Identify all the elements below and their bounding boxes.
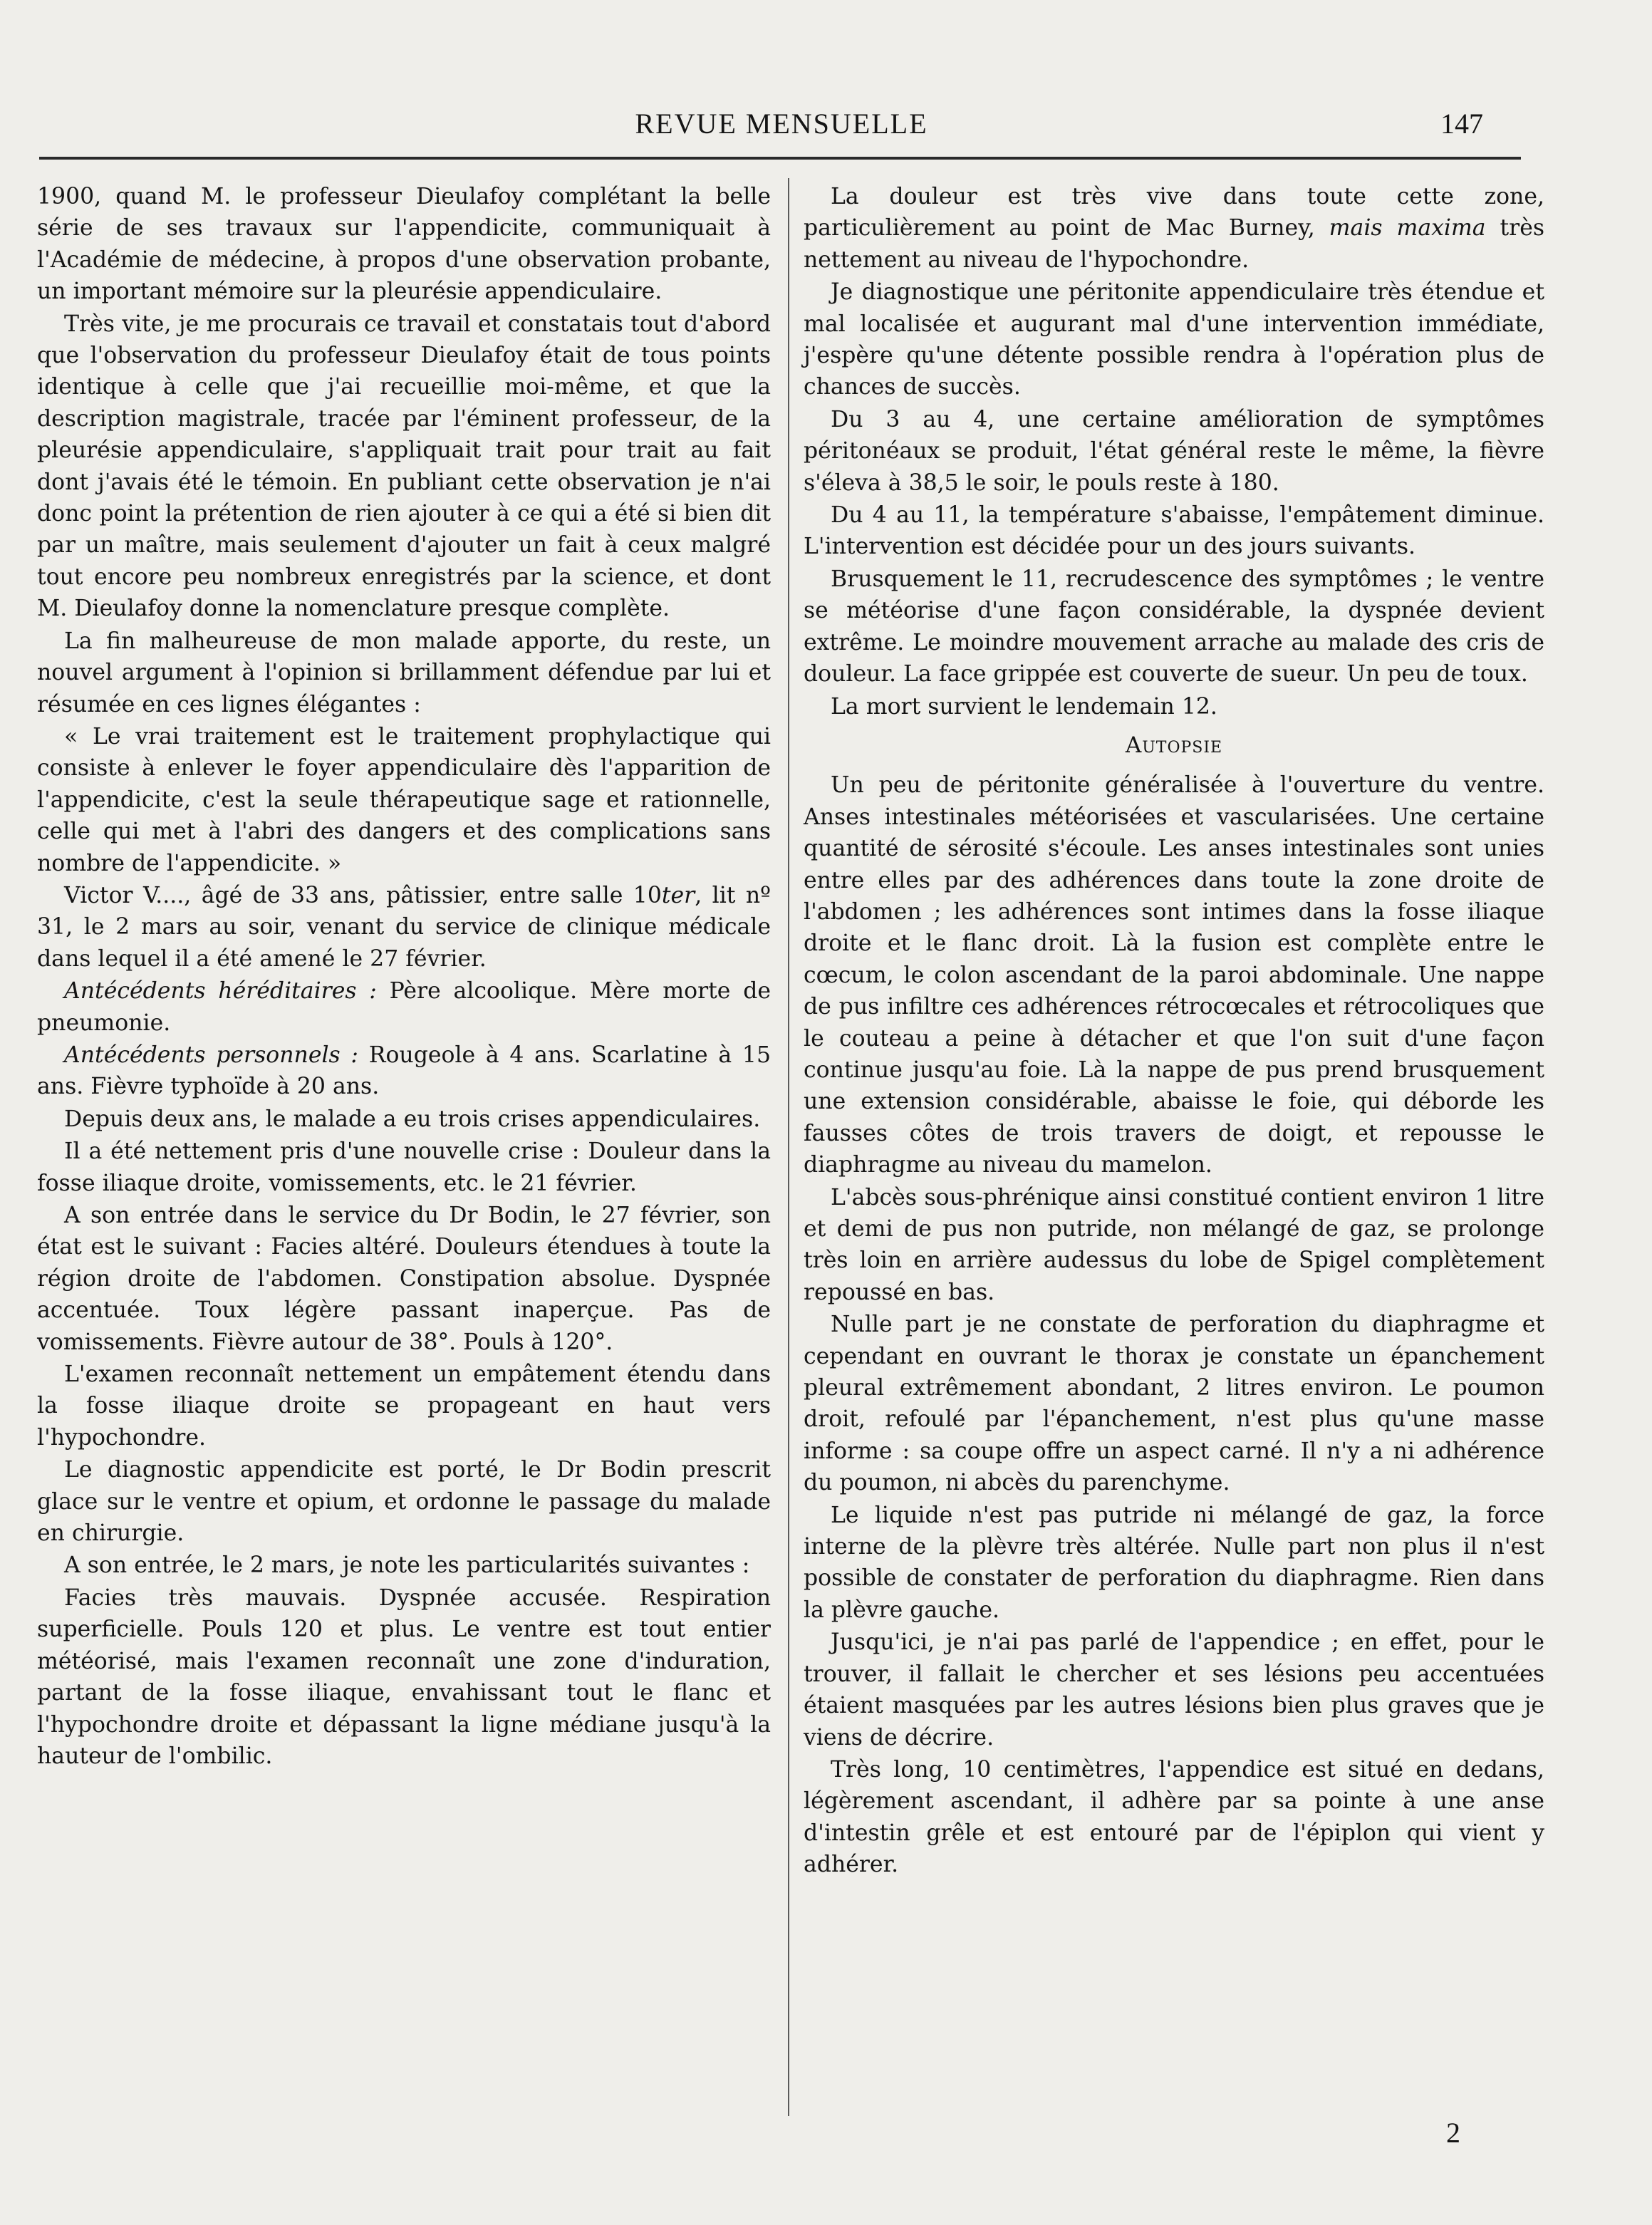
paragraph — [37, 880, 771, 975]
text-run: , lit nº 31, le 2 mars au soir, venant du service de clinique médicale dans lequel il a été amené le 27 février. — [37, 882, 771, 972]
header-rule — [39, 157, 1521, 160]
paragraph: Le liquide n'est pas putride ni mélangé de gaz, la force interne de la plèvre très altérée. Nulle part non plus il n'est possible de constater de perforation du diaphragme. Rien dans la plèvre gauche. — [804, 1502, 1544, 1623]
paragraph: A son entrée, le 2 mars, je note les particularités suivantes : — [64, 1552, 750, 1579]
signature-mark: 2 — [1446, 2117, 1460, 2149]
paragraph: Nulle part je ne constate de perforation du diaphragme et cependant en ouvrant le thorax je constate un épanchement pleural extrêmement abondant, 2 litres environ. Le poumon droit, refoulé par l'épanchement, n'est plus qu'une masse informe : sa coupe offre un aspect carné. Il n'y a ni adhérence du poumon, ni abcès du parenchyme. — [804, 1312, 1544, 1496]
paragraph: La fin malheureuse de mon malade apporte, du reste, un nouvel argument à l'opinion si brillamment défendue par lui et résumée en ces lignes élégantes : — [37, 628, 771, 717]
column-divider — [788, 178, 789, 2116]
paragraph — [804, 181, 1544, 276]
paragraph: Jusqu'ici, je n'ai pas parlé de l'appendice ; en effet, pour le trouver, il fallait le chercher et ses lésions peu accentuées étaient masquées par les autres lésions bien plus graves que je viens de décrire. — [804, 1629, 1544, 1751]
paragraph: Très long, 10 centimètres, l'appendice est situé en dedans, légèrement ascendant, il adhère par sa pointe à une anse d'intestin grêle et est entouré par de l'épiplon qui vient y adhérer. — [804, 1756, 1544, 1878]
left-column — [37, 181, 771, 1773]
right-column — [804, 181, 1544, 1882]
paragraph: Je diagnostique une péritonite appendiculaire très étendue et mal localisée et augurant mal d'une intervention immédiate, j'espère qu'une détente possible rendra à l'opération plus de chances de succès. — [804, 279, 1544, 400]
paragraph: Un peu de péritonite généralisée à l'ouverture du ventre. Anses intestinales météorisées et vascularisées. Une certaine quantité de sérosité s'écoule. Les anses intestinales sont unies entre elles par des adhérences dans toute la zone droite de l'abdomen ; les adhérences sont intimes dans la fosse iliaque droite et le flanc droit. Là la fusion est complète entre le cœcum, le colon ascendant de la paroi abdominale. Une nappe de pus infiltre ces adhérences rétrocœcales et rétrocoliques que le couteau a peine à détacher et que l'on suit d'une façon continue jusqu'au foie. Là la nappe de pus prend brusquement une extension considérable, abaisse le foie, qui déborde les fausses côtes de trois travers de doigt, et repousse le diaphragme au niveau du mamelon. — [804, 772, 1544, 1178]
paragraph — [37, 975, 771, 1039]
paragraph: La mort survient le lendemain 12. — [831, 693, 1217, 720]
text-run-italic: mais maxima — [1329, 215, 1486, 242]
text-run: Rougeole à 4 ans. Scarlatine à 15 ans. Fièvre typhoïde à 20 ans. — [37, 1042, 771, 1100]
section-label: Antécédents héréditaires : — [64, 978, 377, 1005]
paragraph: L'abcès sous-phrénique ainsi constitué contient environ 1 litre et demi de pus non putride, non mélangé de gaz, se prolonge très loin en arrière audessus du lobe de Spigel complètement repoussé en bas. — [804, 1184, 1544, 1305]
paragraph: Facies très mauvais. Dyspnée accusée. Respiration superficielle. Pouls 120 et plus. Le ventre est tout entier météorisé, mais l'examen reconnaît une zone d'induration, partant de la fosse iliaque, envahissant tout le flanc et l'hypochondre droite et dépassant la ligne médiane jusqu'à la hauteur de l'ombilic. — [37, 1585, 771, 1769]
paragraph — [37, 1039, 771, 1103]
paragraph: Le diagnostic appendicite est porté, le Dr Bodin prescrit glace sur le ventre et opium, et ordonne le passage du malade en chirurgie. — [37, 1457, 771, 1547]
paragraph: Il a été nettement pris d'une nouvelle crise : Douleur dans la fosse iliaque droite, vomissements, etc. le 21 février. — [37, 1139, 771, 1196]
page-number: 147 — [1440, 108, 1483, 140]
text-run: Victor V...., âgé de 33 ans, pâtissier, entre salle 10 — [64, 882, 662, 908]
paragraph: Depuis deux ans, le malade a eu trois crises appendiculaires. — [64, 1106, 761, 1132]
paragraph: Du 4 au 11, la température s'abaisse, l'empâtement diminue. L'intervention est décidée pour un des jours suivants. — [804, 502, 1544, 560]
paragraph: Du 3 au 4, une certaine amélioration de symptômes péritonéaux se produit, l'état général reste le même, la fièvre s'éleva à 38,5 le soir, le pouls reste à 180. — [804, 406, 1544, 496]
text-run: très nettement au niveau de l'hypochondre. — [804, 215, 1545, 273]
journal-title: REVUE MENSUELLE — [635, 108, 928, 140]
paragraph: L'examen reconnaît nettement un empâtement étendu dans la fosse iliaque droite se propageant en haut vers l'hypochondre. — [37, 1362, 771, 1451]
section-label: Antécédents personnels : — [64, 1042, 359, 1068]
quotation: « Le vrai traitement est le traitement prophylactique qui consiste à enlever le foyer appendiculaire dès l'apparition de l'appendicite, c'est la seule thérapeutique sage et rationnelle, celle qui met à l'abri des dangers et des complications sans nombre de l'appendicite. » — [37, 723, 771, 876]
text-run: Père alcoolique. Mère morte de pneumonie. — [37, 978, 771, 1036]
paragraph: Très vite, je me procurais ce travail et constatais tout d'abord que l'observation du professeur Dieulafoy était de tous points identique à celle que j'ai recueillie moi-même, et que la description magistrale, tracée par l'éminent professeur, de la pleurésie appendiculaire, s'appliquait trait pour trait au fait dont j'avais été le témoin. En publiant cette observation je n'ai donc point la prétention de rien ajouter à ce qui a été si bien dit par un maître, mais seulement d'ajouter un fait à ceux malgré tout encore peu nombreux enregistrés par la science, et dont M. Dieulafoy donne la nomenclature presque complète. — [37, 311, 771, 622]
section-heading: Autopsie — [1125, 732, 1223, 758]
text-run: La douleur est très vive dans toute cette zone, particulièrement au point de Mac Burney, — [804, 184, 1544, 242]
running-header — [37, 107, 1526, 144]
text-run-italic: ter — [661, 882, 695, 908]
paragraph: Brusquement le 11, recrudescence des symptômes ; le ventre se météorise d'une façon considérable, la dyspnée devient extrême. Le moindre mouvement arrache au malade des cris de douleur. La face grippée est couverte de sueur. Un peu de toux. — [804, 566, 1544, 688]
paragraph: 1900, quand M. le professeur Dieulafoy complétant la belle série de ses travaux sur l'appendicite, communiquait à l'Académie de médecine, à propos d'une observation probante, un important mémoire sur la pleurésie appendiculaire. — [37, 184, 771, 305]
paragraph: A son entrée dans le service du Dr Bodin, le 27 février, son état est le suivant : Facies altéré. Douleurs étendues à toute la région droite de l'abdomen. Constipation absolue. Dyspnée accentuée. Toux légère passant inaperçue. Pas de vomissements. Fièvre autour de 38°. Pouls à 120°. — [37, 1203, 771, 1355]
